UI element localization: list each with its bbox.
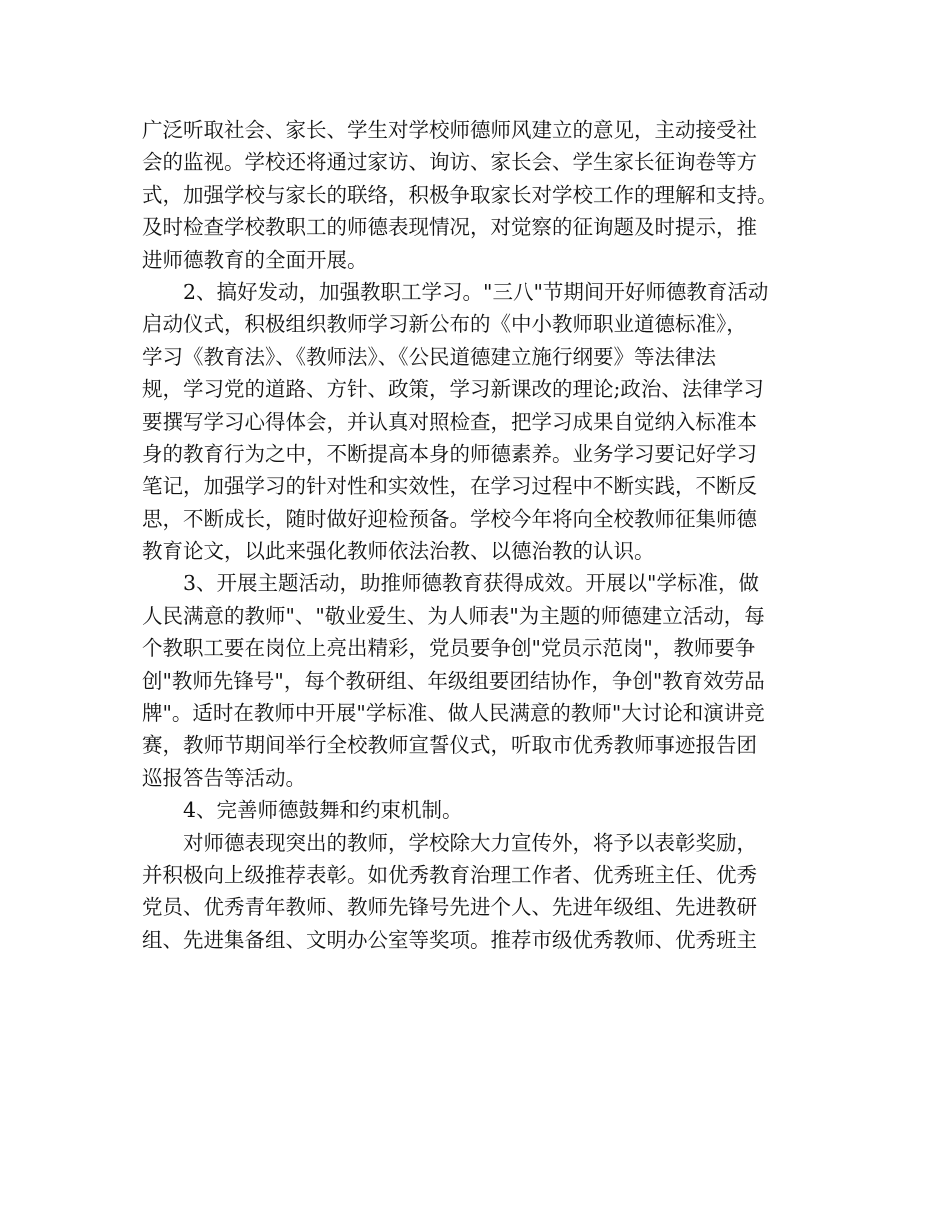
text-line: 赛，教师节期间举行全校教师宣誓仪式，听取市优秀教师事迹报告团 [142, 733, 757, 758]
text-line: 思，不断成长，随时做好迎检预备。学校今年将向全校教师征集师德 [142, 506, 757, 531]
text-line: 规，学习党的道路、方针、政策，学习新课改的理论;政治、法律学习 [142, 377, 764, 402]
text-line: 式，加强学校与家长的联络，积极争取家长对学校工作的理解和支持。 [142, 182, 778, 207]
text-line: 笔记，加强学习的针对性和实效性，在学习过程中不断实践，不断反 [142, 474, 757, 499]
text-line: 及时检查学校教职工的师德表现情况，对觉察的征询题及时提示，推 [142, 215, 757, 240]
paragraph [142, 827, 842, 957]
text-line: 3、开展主题活动，助推师德教育获得成效。开展以"学标准，做 [142, 571, 759, 596]
paragraph [142, 794, 842, 826]
paragraph [142, 114, 842, 276]
text-line: 2、搞好发动，加强教职工学习。"三八"节期间开好师德教育活动 [142, 279, 769, 304]
paragraph [142, 276, 842, 568]
text-line: 对师德表现突出的教师，学校除大力宣传外，将予以表彰奖励， [142, 830, 757, 855]
text-line: 党员、优秀青年教师、教师先锋号先进个人、先进年级组、先进教研 [142, 895, 757, 920]
text-line: 人民满意的教师"、"敬业爱生、为人师表"为主题的师德建立活动，每 [142, 603, 765, 628]
text-line: 要撰写学习心得体会，并认真对照检查，把学习成果自觉纳入标准本 [142, 409, 757, 434]
text-line: 教育论文，以此来强化教师依法治教、以德治教的认识。 [142, 539, 655, 564]
text-line: 组、先进集备组、文明办公室等奖项。推荐市级优秀教师、优秀班主 [142, 927, 757, 952]
text-line: 并积极向上级推荐表彰。如优秀教育治理工作者、优秀班主任、优秀 [142, 862, 757, 887]
text-line: 身的教育行为之中，不断提高本身的师德素养。业务学习要记好学习 [142, 441, 757, 466]
text-line: 创"教师先锋号"，每个教研组、年级组要团结协作，争创"教育效劳品 [142, 668, 765, 693]
document-body [142, 114, 842, 956]
text-line: 广泛听取社会、家长、学生对学校师德师风建立的意见，主动接受社 [142, 118, 757, 142]
text-line: 会的监视。学校还将通过家访、询访、家长会、学生家长征询卷等方 [142, 150, 757, 175]
text-line: 启动仪式，积极组织教师学习新公布的《中小教师职业道德标准》， [142, 312, 747, 337]
text-line: 个教职工要在岗位上亮出精彩，党员要争创"党员示范岗"，教师要争 [142, 636, 756, 661]
paragraph [142, 567, 842, 794]
text-line: 巡报答告等活动。 [142, 765, 306, 790]
text-line: 牌"。适时在教师中开展"学标准、做人民满意的教师"大讨论和演讲竞 [142, 701, 765, 726]
text-line: 进师德教育的全面开展。 [142, 247, 368, 272]
text-line: 4、完善师德鼓舞和约束机制。 [142, 798, 463, 823]
text-line: 学习《教育法》、《教师法》、《公民道德建立施行纲要》等法律法 [142, 344, 716, 369]
